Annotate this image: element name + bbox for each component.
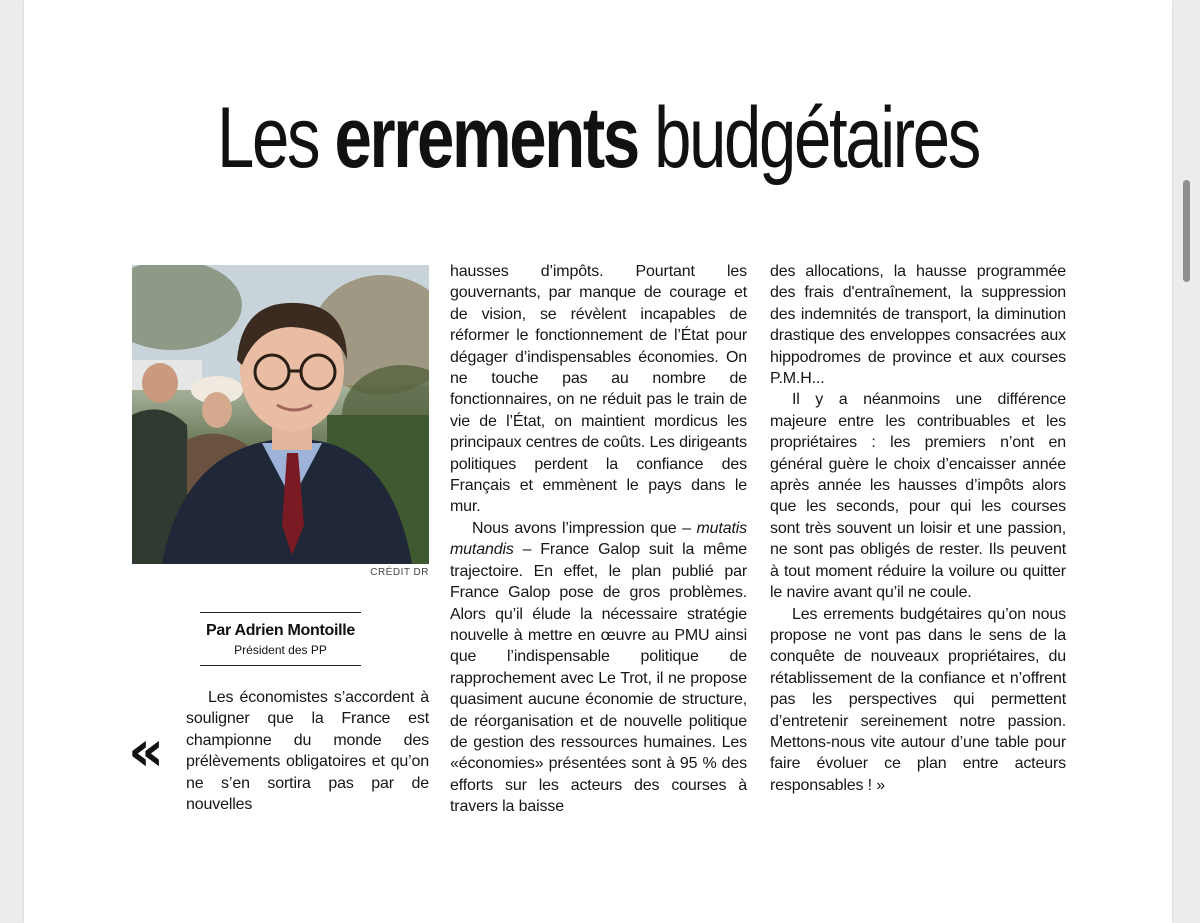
vertical-scrollbar[interactable] — [1183, 180, 1190, 282]
paragraph-3-italic: mutatis mutandis — [450, 519, 747, 559]
column-2 — [450, 261, 747, 818]
headline-word-errements: errements — [334, 90, 638, 186]
article-headline — [150, 88, 1045, 188]
headline-word-budgetaires: budgétaires — [654, 90, 979, 186]
paragraph-3-rest: – France Galop suit la même trajectoire. En effet, le plan publié par France Galop pose de gros problèmes. Alors qu’il élude la nécessaire stratégie nouvelle à mettre en œuvre au PMU ainsi que l’indispensable politique de rapprochement avec Le Trot, il ne propose quasiment aucune économie de structure, de réorganisation et de nouvelle politique de gestion des ressources humaines. Les «économies» présentées sont à 95 % des efforts sur les acteurs des courses à travers la baisse — [450, 541, 748, 816]
paragraph-1: Les économistes s’accordent à souligner que la France est championne du monde des prélèvements obligatoires et qu’on ne s’en sortira pas par de nouvelles — [186, 689, 429, 814]
column-3 — [770, 261, 1066, 796]
paragraph-2: hausses d’impôts. Pourtant les gouvernants, par manque de courage et de vision, se révèlent incapables de réformer le fonctionnement de l’État pour dégager d’indispensables économies. On ne touche pas au nombre de fonctionnaires, on ne réduit pas le train de vie de l’État, on maintient mordicus les principaux centres de coûts. Les dirigeants politiques perdent la confiance des Français et emmènent le pays dans le mur. — [450, 263, 747, 516]
author-role: Président des PP — [234, 643, 327, 657]
paragraph-5: Il y a néanmoins une différence majeure entre les contribuables et les propriétaires : les premiers n’ont en général guère le choix d’encaisser année après année les hausses d’impôts alors que les seconds, pour qui les courses sont très souvent un loisir et une passion, ne sont pas obligés de rester. Ils peuvent à tout moment réduire la voilure ou quitter le navire avant qu’il ne coule. — [770, 391, 1066, 602]
column-1 — [186, 687, 429, 815]
author-name: Par Adrien Montoille — [206, 622, 355, 639]
headline-word-les: Les — [217, 90, 319, 186]
magazine-page — [24, 0, 1172, 923]
author-byline — [200, 612, 361, 666]
paragraph-4: des allocations, la hausse programmée des frais d'entraînement, la suppression des indemnités de transport, la diminution drastique des enveloppes consacrées aux hippodromes de province et aux courses P.M.H... — [770, 263, 1066, 388]
photo-credit: CRÉDIT DR — [370, 567, 429, 578]
paragraph-3-start: Nous avons l’impression que – — [472, 519, 691, 537]
paragraph-6: Les errements budgétaires qu’on nous propose ne vont pas dans le sens de la conquête de nouveaux propriétaires, du rétablissement de la confiance et n’offrent pas les perspectives qui permettent d’entretenir sereinement notre passion. Mettons-nous vite autour d’une table pour faire évoluer ce plan entre acteurs responsables ! » — [770, 605, 1066, 794]
portrait-illustration — [132, 265, 429, 564]
opening-quote-icon: « — [128, 719, 165, 784]
paragraph-3 — [450, 518, 747, 818]
author-photo — [132, 265, 429, 564]
